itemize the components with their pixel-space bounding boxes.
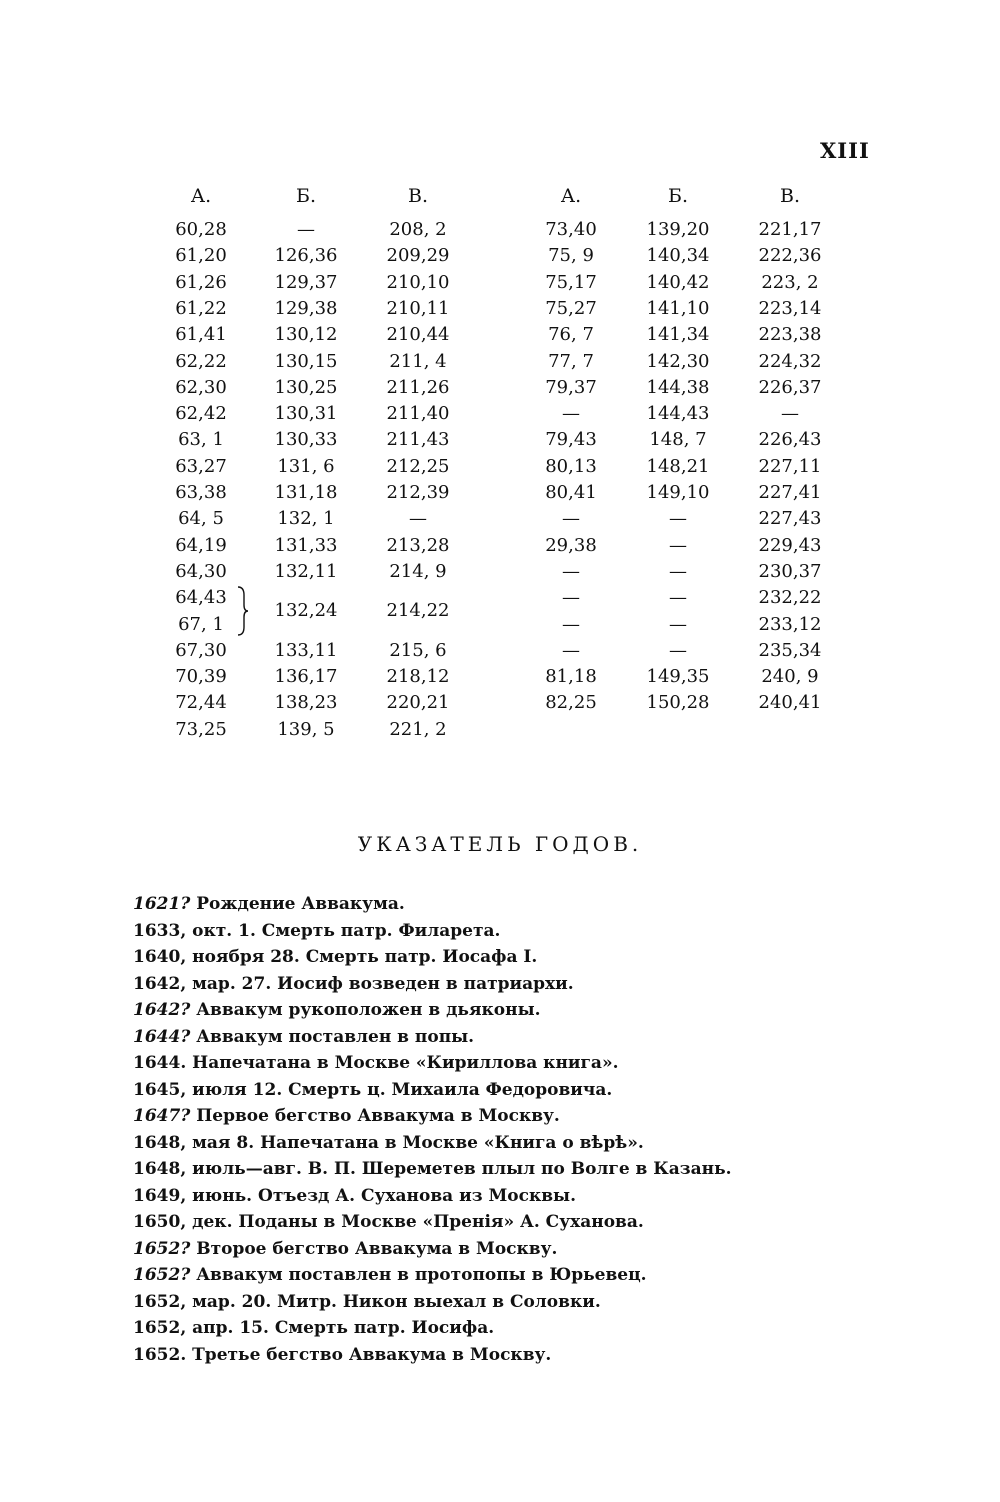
entry-year: 1642? [133,1000,191,1020]
table-cell-a2: 73,40 [545,219,597,240]
column-header-b2: Б. [667,185,688,207]
table-cell-b1: 138,23 [274,692,338,714]
table-cell-b2: — [669,587,687,609]
index-entry [133,1209,732,1236]
table-cell-v2: 223,14 [758,297,822,319]
table-cell-v1: 215, 6 [389,639,447,661]
table-cell-v2: 229,43 [758,534,822,556]
index-title: УКАЗАТЕЛЬ ГОДОВ. [357,832,643,856]
table-cell-b2: 141,10 [646,297,710,319]
table-cell-v1: 214, 9 [389,560,447,582]
table-cell-a2: 75,27 [545,297,597,319]
index-entry [133,1103,732,1130]
entry-year: 1649, [133,1185,187,1206]
table-cell-a1: 64, 5 [178,508,224,530]
table-cell-v2: 232,22 [758,587,822,609]
table-cell-b2: 140,34 [646,245,710,267]
table-cell-b1: 131, 6 [277,455,335,477]
table-cell-b2: — [669,534,687,556]
table-cell-b2: 144,43 [646,403,710,425]
table-cell-b1: 126,36 [274,245,338,267]
table-cell-b2: 149,10 [646,482,710,503]
entry-text: Рождение Аввакума. [190,894,405,914]
table-cell-v1: 220,21 [386,692,450,714]
table-cell-a1: 67, 1 [178,613,224,635]
table-cell-a2: 29,38 [545,534,597,556]
table-cell-v1: 221, 2 [389,718,447,740]
entry-year: 1648, [133,1132,187,1153]
entry-text: Аввакум поставлен в протопопы в Юрьевец. [190,1265,647,1285]
table-cell-v1: 218,12 [386,666,450,688]
entry-year: 1621? [133,894,191,914]
table-cell-v2: 226,43 [758,429,822,451]
index-entry [133,1262,732,1289]
table-cell-v2: 235,34 [758,639,822,661]
entry-year: 1652, [133,1318,187,1338]
table-cell-b1: 130,12 [274,324,338,346]
index-entry [133,1183,732,1210]
table-cell-a1: 63,27 [175,455,227,477]
index-entry [133,1289,732,1316]
table-cell-v1: 211,43 [386,429,450,451]
table-cell-merged-b1: 132,24 [274,600,338,622]
table-cell-b1: 136,17 [274,666,338,688]
table-cell-b1: — [297,219,315,240]
table-cell-b2: 148, 7 [649,429,707,451]
table-cell-b1: 132, 1 [277,508,335,530]
entry-text: Напечатана в Москве «Кириллова книга». [186,1053,619,1073]
table-cell-v1: 210,10 [386,271,450,293]
column-header-v2: В. [779,185,800,207]
table-cell-v2: 224,32 [758,350,822,372]
index-entry [133,1130,732,1157]
entry-year: 1647? [133,1106,191,1126]
table-cell-a1: 61,26 [175,271,227,293]
table-cell-v2: 226,37 [758,376,822,398]
table-cell-b1: 133,11 [274,639,338,661]
table-cell-b2: 149,35 [646,666,710,688]
table-cell-a1: 62,22 [175,350,227,372]
table-cell-b2: — [669,560,687,582]
table-cell-v2: 233,12 [758,613,822,635]
table-cell-b1: 131,33 [274,534,338,556]
table-cell-b1: 131,18 [274,482,338,503]
entry-year: 1642, [133,973,187,994]
table-cell-a2: — [562,508,580,530]
table-cell-a1: 62,30 [175,376,227,398]
column-header-v1: В. [407,185,428,207]
table-cell-b1: 129,38 [274,297,338,319]
index-entry [133,918,732,945]
table-cell-v2: 223, 2 [761,271,819,293]
table-cell-b1: 129,37 [274,271,338,293]
table-cell-v1: — [409,508,427,530]
table-cell-v1: 212,39 [386,482,450,503]
table-cell-a1: 61,41 [175,324,227,346]
table-cell-a2: 80,13 [545,455,597,477]
entry-text: мая 8. Напечатана в Москве «Книга о вѣрѣ». [186,1132,644,1153]
table-cell-a1: 61,22 [175,297,227,319]
entry-year: 1645, [133,1079,187,1100]
entry-text: июля 12. Смерть ц. Михаила Федоровича. [186,1079,613,1100]
table-cell-b1: 130,31 [274,403,338,425]
table-cell-a1: 64,30 [175,560,227,582]
table-cell-v1: 210,11 [386,297,450,319]
entry-year: 1633, [133,920,187,941]
table-cell-b2: 140,42 [646,271,710,293]
entry-year: 1640, [133,947,187,967]
entry-text: мар. 20. Митр. Никон выехал в Соловки. [186,1291,601,1312]
table-cell-a2: — [562,560,580,582]
entry-text: июнь. Отъезд А. Суханова из Москвы. [186,1185,577,1206]
table-cell-b2: 148,21 [646,455,710,477]
entry-year: 1650, [133,1212,187,1232]
index-entry [133,1050,732,1077]
table-cell-a1: 64,19 [175,534,227,556]
table-cell-merged-v1: 214,22 [386,600,450,622]
table-cell-b1: 130,25 [274,376,338,398]
year-index-list [133,891,732,1368]
table-cell-a1: 63,38 [175,482,227,503]
entry-year: 1648, [133,1159,187,1179]
index-entry [133,1315,732,1342]
table-cell-v2: 223,38 [758,324,822,346]
table-cell-a2: 79,43 [545,429,597,451]
column-header-a2: А. [560,185,582,207]
table-cell-v1: 211,26 [386,376,450,398]
entry-text: окт. 1. Смерть патр. Филарета. [186,920,501,941]
table-cell-a1: 73,25 [175,718,227,740]
table-cell-b1: 132,11 [274,560,338,582]
column-header-b1: Б. [295,185,316,207]
table-cell-b2: 141,34 [646,324,710,346]
entry-text: Аввакум рукоположен в дьяконы. [190,1000,541,1020]
table-cell-v2: 227,41 [758,482,822,503]
table-cell-b1: 139, 5 [277,718,335,740]
table-cell-a1: 63, 1 [178,429,224,451]
table-cell-b2: 144,38 [646,376,710,398]
table-cell-a2: 75, 9 [548,245,594,267]
index-entry [133,1236,732,1263]
table-cell-v2: 227,43 [758,508,822,530]
table-cell-a1: 70,39 [175,666,227,688]
table-cell-v2: 222,36 [758,245,822,267]
table-cell-v1: 208, 2 [389,219,447,240]
table-cell-v2: 240,41 [758,692,822,714]
table-cell-v2: 227,11 [758,455,822,477]
table-cell-b2: 139,20 [646,219,710,240]
entry-text: ноября 28. Смерть патр. Иосафа I. [186,947,538,967]
table-cell-a2: — [562,587,580,609]
entry-text: Второе бегство Аввакума в Москву. [190,1238,558,1259]
table-cell-a1: 64,43 [175,587,227,609]
table-cell-a1: 61,20 [175,245,227,267]
table-cell-v1: 211,40 [386,403,450,425]
index-entry [133,1342,732,1369]
index-entry [133,1024,732,1051]
table-cell-v1: 210,44 [386,324,450,346]
table-cell-v1: 211, 4 [389,350,447,372]
table-cell-a1: 60,28 [175,219,227,240]
entry-text: Третье бегство Аввакума в Москву. [186,1344,552,1365]
table-cell-b1: 130,15 [274,350,338,372]
column-header-a1: А. [190,185,212,207]
table-cell-b2: — [669,639,687,661]
table-cell-a2: — [562,639,580,661]
table-cell-a1: 67,30 [175,639,227,661]
table-cell-a2: 76, 7 [548,324,594,346]
entry-text: дек. Поданы в Москве «Пренія» А. Суханова. [186,1212,644,1232]
entry-year: 1652. [133,1344,187,1365]
index-entry [133,1156,732,1183]
table-cell-v1: 212,25 [386,455,450,477]
table-cell-a2: — [562,613,580,635]
index-entry [133,997,732,1024]
table-cell-b2: — [669,613,687,635]
index-entry [133,971,732,998]
table-cell-a2: 79,37 [545,376,597,398]
entry-text: июль—авг. В. П. Шереметев плыл по Волге в Казань. [186,1159,732,1179]
table-cell-b1: 130,33 [274,429,338,451]
entry-text: мар. 27. Иосиф возведен в патриархи. [186,973,574,994]
table-cell-a2: 75,17 [545,271,597,293]
table-cell-v2: 230,37 [758,560,822,582]
table-cell-b2: 142,30 [646,350,710,372]
table-cell-v2: — [781,403,799,425]
table-cell-a2: 82,25 [545,692,597,714]
table-cell-a1: 72,44 [175,692,227,714]
index-entry [133,891,732,918]
table-cell-v2: 221,17 [758,219,822,240]
entry-text: апр. 15. Смерть патр. Иосифа. [186,1318,495,1338]
entry-year: 1652? [133,1265,191,1285]
page-number: XIII [820,138,870,163]
table-cell-v1: 209,29 [386,245,450,267]
index-entry [133,1077,732,1104]
entry-text: Первое бегство Аввакума в Москву. [190,1106,560,1126]
entry-year: 1644? [133,1026,191,1047]
entry-year: 1652? [133,1238,191,1259]
table-cell-a1: 62,42 [175,403,227,425]
table-cell-a2: 77, 7 [548,350,594,372]
table-cell-a2: 80,41 [545,482,597,503]
table-cell-a2: 81,18 [545,666,597,688]
table-cell-b2: 150,28 [646,692,710,714]
table-cell-b2: — [669,508,687,530]
table-cell-v2: 240, 9 [761,666,819,688]
entry-text: Аввакум поставлен в попы. [190,1026,475,1047]
brace-symbol [236,585,250,637]
table-cell-v1: 213,28 [386,534,450,556]
index-entry [133,944,732,971]
table-cell-a2: — [562,403,580,425]
entry-year: 1652, [133,1291,187,1312]
entry-year: 1644. [133,1053,187,1073]
